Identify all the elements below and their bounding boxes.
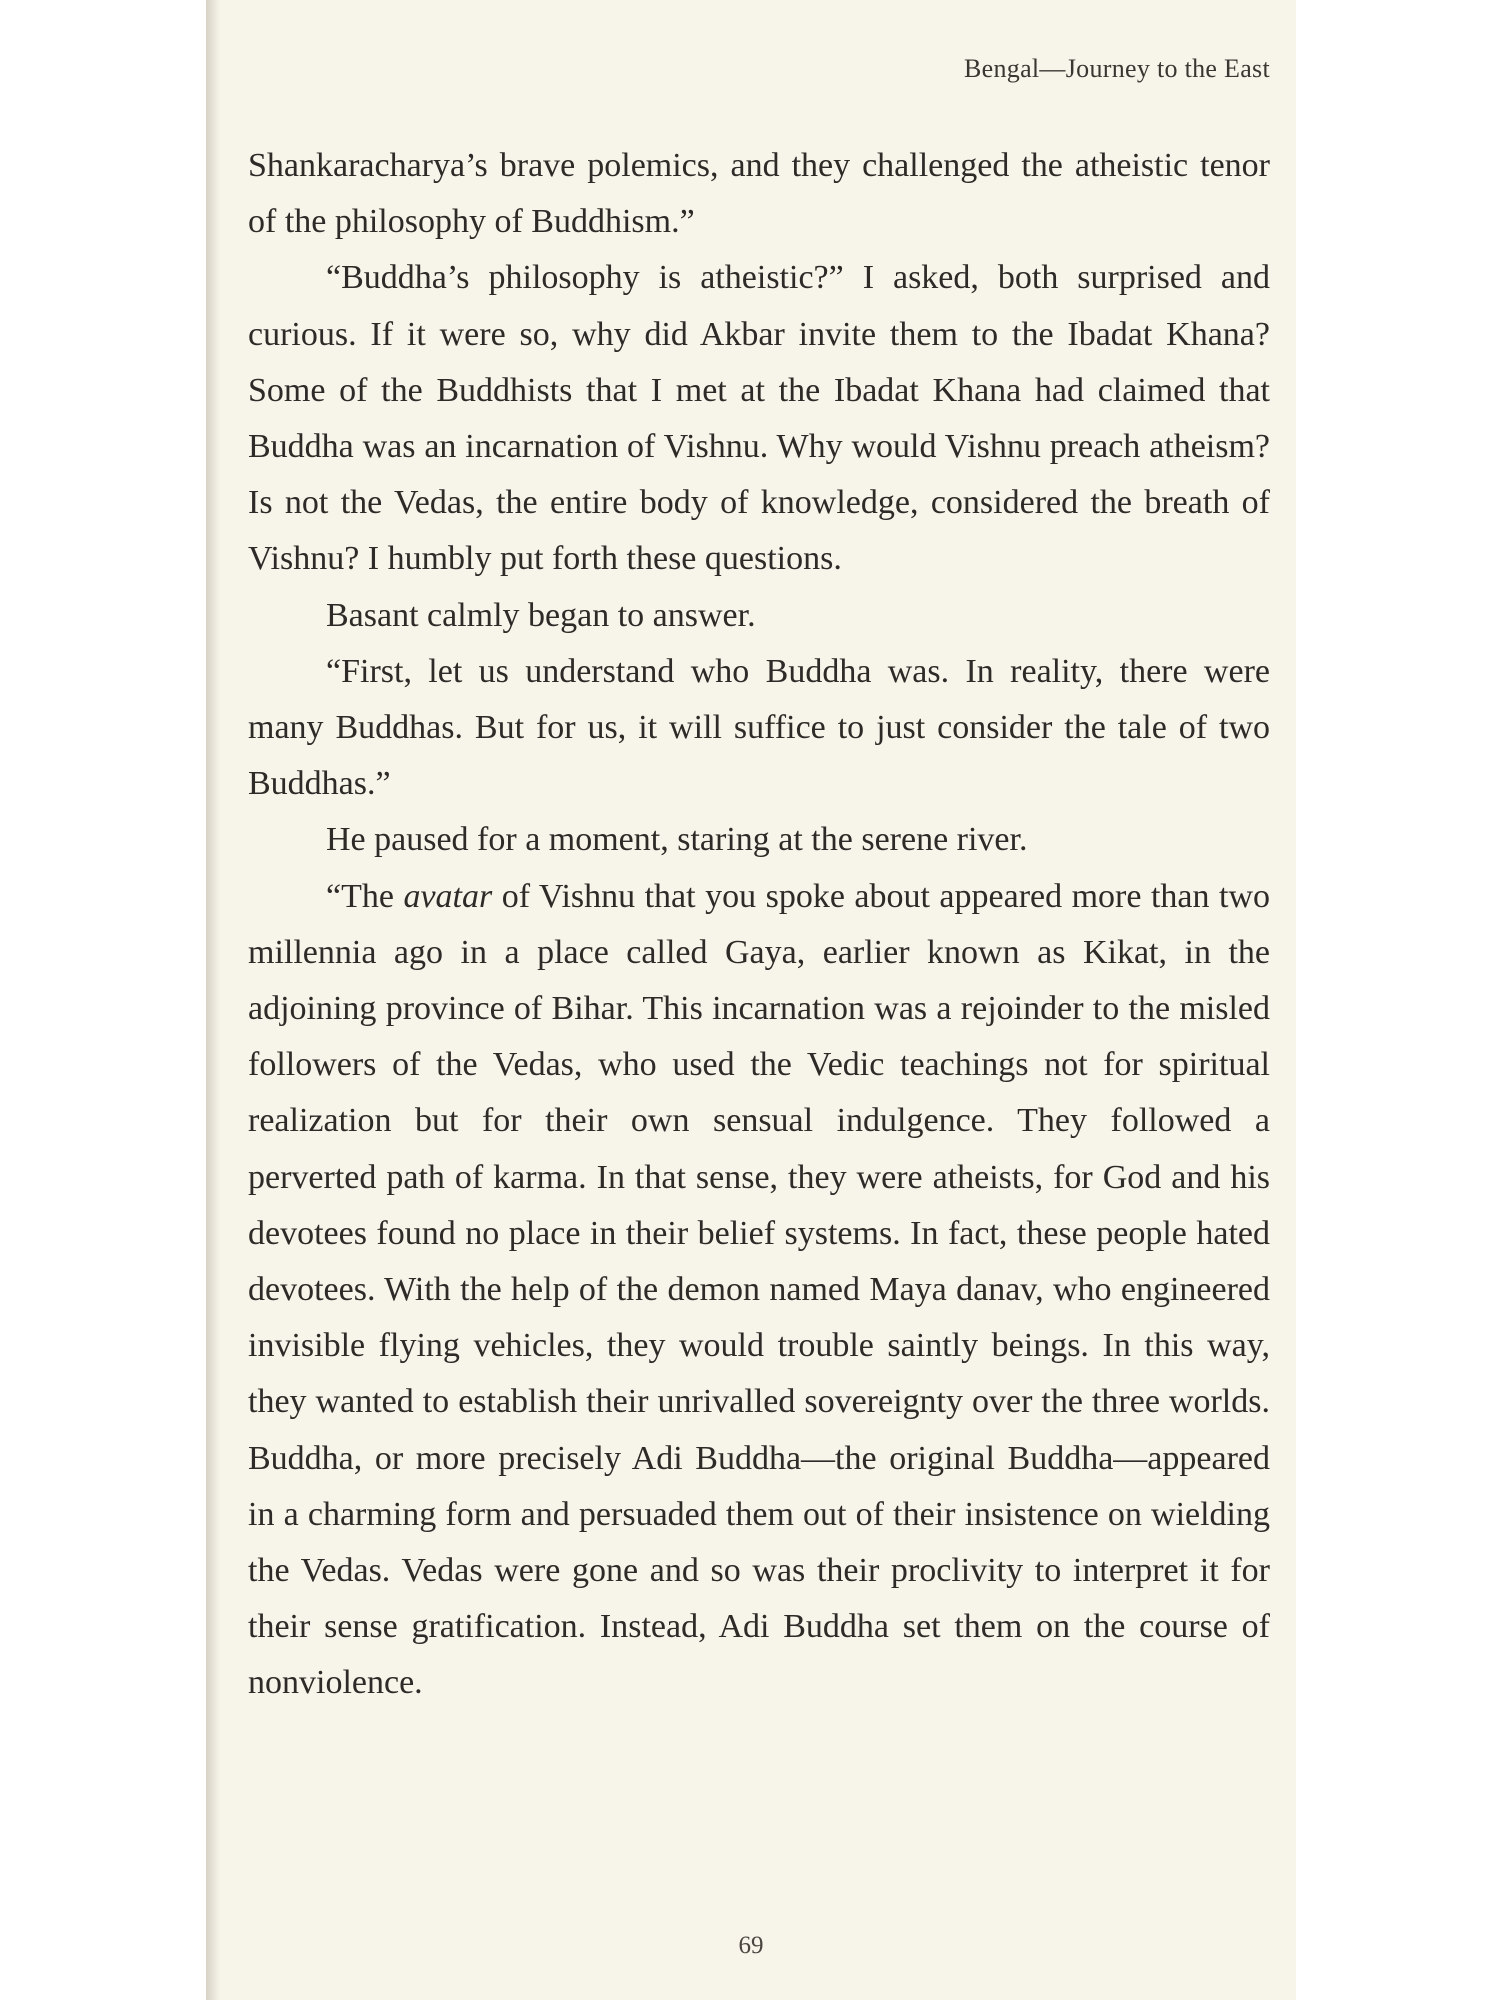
paragraph: Basant calmly began to answer. xyxy=(326,596,756,634)
page-gutter-shadow xyxy=(206,0,220,2000)
running-head: Bengal—Journey to the East xyxy=(963,54,1270,83)
book-page xyxy=(206,0,1296,2000)
italic-term: avatar xyxy=(403,877,493,915)
paragraph xyxy=(248,869,1270,1712)
paragraph-text: “The xyxy=(326,877,404,915)
paragraph-text: of Vishnu that you spoke about appeared more than two millennia ago in a place called Gaya, earlier known as Kikat, in the adjoining province of Bihar. This incarnation was a rejoinder to the misled followers of the Vedas, who used the Vedic teachings not for spiritual realization but for their own sensual indulgence. They followed a perverted path of karma. In that sense, they were atheists, for God and his devotees found no place in their belief systems. In fact, these people hated devotees. With the help of the demon named Maya danav, who engineered invisible flying vehicles, they would trouble saintly beings. In this way, they wanted to establish their unrivalled sovereignty over the three worlds. Buddha, or more precisely Adi Buddha—the original Buddha—appeared in a charming form and persuaded them out of their insistence on wielding the Vedas. Vedas were gone and so was their proclivity to interpret it for their sense gratification. Instead, Adi Buddha set them on the course of nonviolence. xyxy=(248,877,1270,1702)
paragraph: “Buddha’s philosophy is atheistic?” I asked, both surprised and curious. If it were so, why did Akbar invite them to the Ibadat Khana? Some of the Buddhists that I met at the Ibadat Khana had claimed that Buddha was an incarnation of Vishnu. Why would Vishnu preach atheism? Is not the Vedas, the entire body of knowledge, considered the breath of Vishnu? I humbly put forth these questions. xyxy=(248,259,1270,578)
paragraph: He paused for a moment, staring at the serene river. xyxy=(326,821,1028,859)
paragraph: Shankaracharya’s brave polemics, and they challenged the atheistic tenor of the philosophy of Buddhism.” xyxy=(248,147,1270,241)
body-text xyxy=(248,138,1270,1712)
page-number: 69 xyxy=(738,1932,764,1959)
paragraph: “First, let us understand who Buddha was. In reality, there were many Buddhas. But for us, it will suffice to just consider the tale of two Buddhas.” xyxy=(248,652,1270,803)
